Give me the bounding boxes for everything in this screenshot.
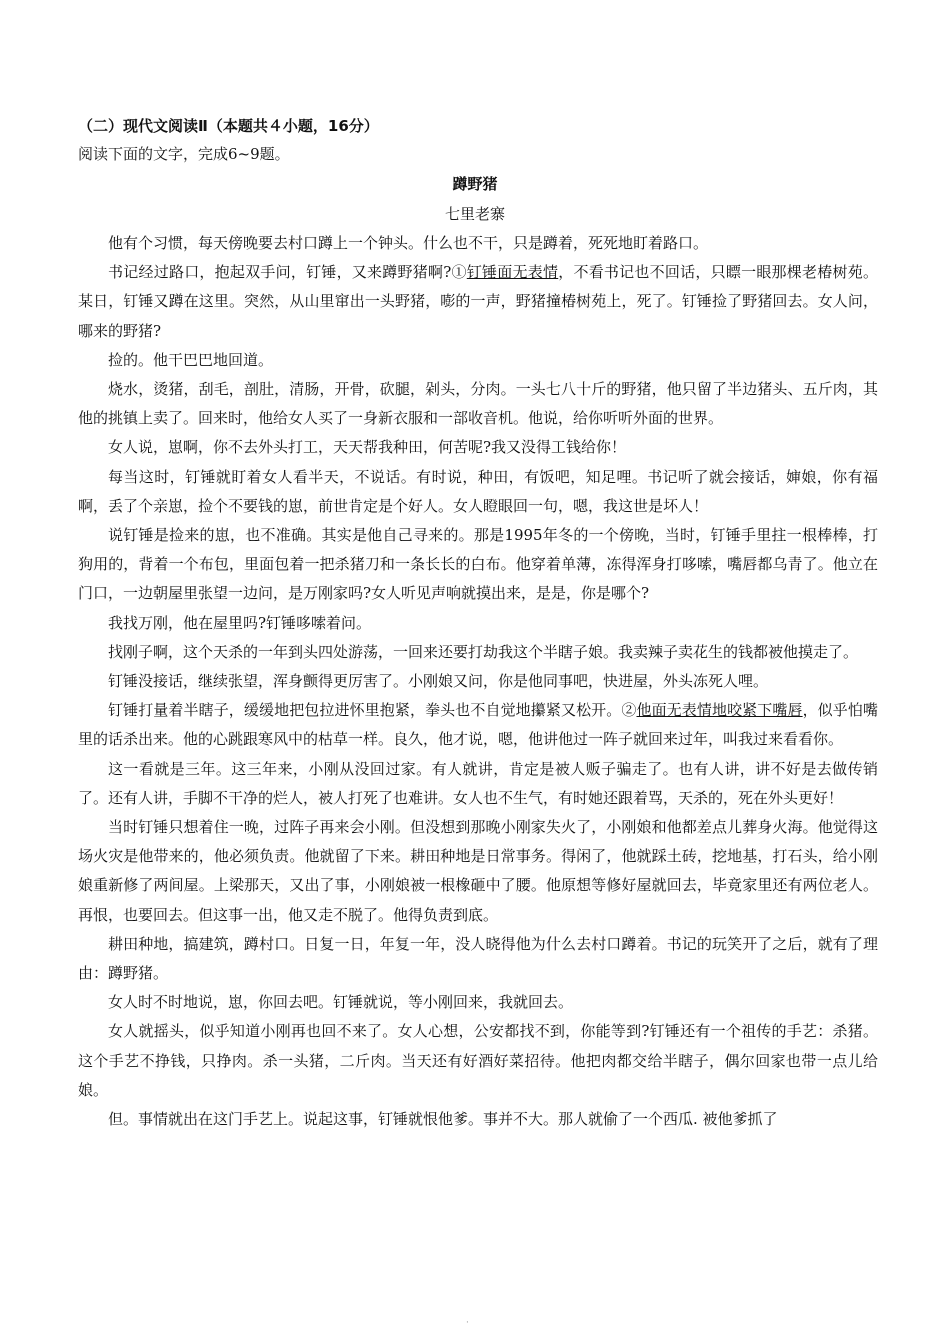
paragraph-text: 我找万刚，他在屋里吗?钉锤哆嗦着问。 [108, 613, 372, 632]
paragraph [78, 696, 878, 754]
paragraph [78, 433, 878, 462]
article-title: 蹲野猪 [452, 175, 498, 193]
paragraph-text: 当时钉锤只想着住一晚，过阵子再来会小刚。但没想到那晚小刚家失火了，小刚娘和他都差点儿葬身火海。他觉得这场火灾是他带来的，他必须负责。他就留了下来。耕田种地是日常事务。得闲了，他就踩土砖，挖地基，打石头，给小刚娘重新修了两间屋。上梁那天，又出了事，小刚娘被一根橡砸中了腰。他原想等修好屋就回去，毕竟家里还有两位老人。再恨，也要回去。但这事一出，他又走不脱了。他得负责到底。 [78, 818, 878, 924]
paragraph [78, 813, 878, 930]
paragraph [78, 667, 878, 696]
paragraph-text: 书记经过路口，抱起双手问，钉锤，又来蹲野猪啊?① [108, 263, 467, 282]
article-author: 七里老寨 [444, 205, 505, 223]
paragraph-text: 找刚子啊，这个天杀的一年到头四处游荡，一回来还要打劫我这个半瞎子娘。我卖辣子卖花生的钱都被他摸走了。 [108, 642, 859, 661]
paragraph [78, 346, 878, 375]
paragraph [78, 258, 878, 346]
paragraph-text: 钉锤打量着半瞎子，缓缓地把包拉进怀里抱紧，拳头也不自觉地攥紧又松开。② [108, 701, 637, 720]
reading-instruction: 阅读下面的文字，完成6~9题。 [78, 145, 290, 163]
paragraph-text: ，不看书记也不回话，只瞟一眼那棵老椿树苑。某日，钉锤又蹲在这里。突然，从山里窜出一头野猪，嘭的一声，野猪撞椿树苑上，死了。钉锤捡了野猪回去。女人问，哪来的野猪? [78, 263, 878, 340]
paragraph-text: 他有个习惯，每天傍晚要去村口蹲上一个钟头。什么也不干，只是蹲着，死死地盯着路口。 [108, 234, 709, 252]
paragraph-text: 捡的。他干巴巴地回道。 [108, 350, 274, 369]
paragraph [78, 375, 878, 433]
paragraph [78, 988, 878, 1017]
paragraph [78, 521, 878, 609]
section-heading: （二）现代文阅读Ⅱ（本题共４小题，16分） [78, 117, 379, 135]
paragraph [78, 1017, 878, 1105]
paragraph-text: 女人说，崽啊，你不去外头打工，天天帮我种田，何苦呢?我又没得工钱给你！ [108, 438, 627, 457]
underlined-phrase: 他面无表情地咬紧下嘴唇 [636, 701, 803, 720]
paragraph-text: 烧水，烫猪，刮毛，剖肚，清肠，开骨，砍腿，剁头，分肉。一头七八十斤的野猪，他只留了半边猪头、五斤肉，其他的挑镇上卖了。回来时，他给女人买了一身新衣服和一部收音机。他说，给你听听外面的世界。 [78, 380, 878, 428]
paragraph-text: 每当这时，钉锤就盯着女人看半天，不说话。有时说，种田，有饭吧，知足哩。书记听了就会接话，婶娘，你有福啊，丢了个亲崽，捡个不要钱的崽，前世肯定是个好人。女人瞪眼回一句，嗯，我这世是坏人！ [78, 467, 878, 515]
paragraph-text: ，似乎怕嘴里的话杀出来。他的心跳跟寒风中的枯草一样。良久，他才说，嗯，他讲他过一阵子就回来过年，叫我过来看看你。 [78, 701, 878, 749]
footer-mark: · [466, 1318, 469, 1328]
paragraph [78, 1105, 878, 1134]
paragraph-text: 这一看就是三年。这三年来，小刚从没回过家。有人就讲，肯定是被人贩子骗走了。也有人讲，讲不好是去做传销了。还有人讲，手脚不干净的烂人，被人打死了也难讲。女人也不生气，有时她还跟着骂，天杀的，死在外头更好！ [78, 759, 878, 807]
paragraph [78, 638, 878, 667]
paragraph-text: 女人就摇头，似乎知道小刚再也回不来了。女人心想，公安都找不到，你能等到?钉锤还有一个祖传的手艺：杀猪。这个手艺不挣钱，只挣肉。杀一头猪，二斤肉。当天还有好酒好菜招待。他把肉都交给半瞎子，偶尔回家也带一点儿给娘。 [78, 1022, 878, 1099]
paragraph [78, 229, 878, 258]
paragraph-text: 女人时不时地说，崽，你回去吧。钉锤就说，等小刚回来，我就回去。 [108, 993, 574, 1012]
article-body [78, 229, 878, 1134]
paragraph [78, 755, 878, 813]
underlined-phrase: 钉锤面无表情 [466, 263, 559, 282]
paragraph-text: 耕田种地，搞建筑，蹲村口。日复一日，年复一年，没人晓得他为什么去村口蹲着。书记的玩笑开了之后，就有了理由：蹲野猪。 [78, 934, 878, 983]
paragraph-text: 但。事情就出在这门手艺上。说起这事，钉锤就恨他爹。事并不大。那人就偷了一个西瓜. 被他爹抓了 [108, 1110, 778, 1129]
paragraph [78, 463, 878, 521]
paragraph-text: 钉锤没接话，继续张望，浑身颤得更厉害了。小刚娘又问，你是他同事吧，快进屋，外头冻死人哩。 [108, 672, 769, 691]
paragraph [78, 609, 878, 638]
paragraph-text: 说钉锤是捡来的崽，也不准确。其实是他自己寻来的。那是1995年冬的一个傍晚，当时，钉锤手里拄一根棒棒，打狗用的，背着一个布包，里面包着一把杀猪刀和一条长长的白布。他穿着单薄，冻得浑身打哆嗦，嘴唇都乌青了。他立在门口，一边朝屋里张望一边问，是万刚家吗?女人听见声响就摸出来，是是，你是哪个? [78, 526, 878, 603]
paragraph [78, 930, 878, 988]
